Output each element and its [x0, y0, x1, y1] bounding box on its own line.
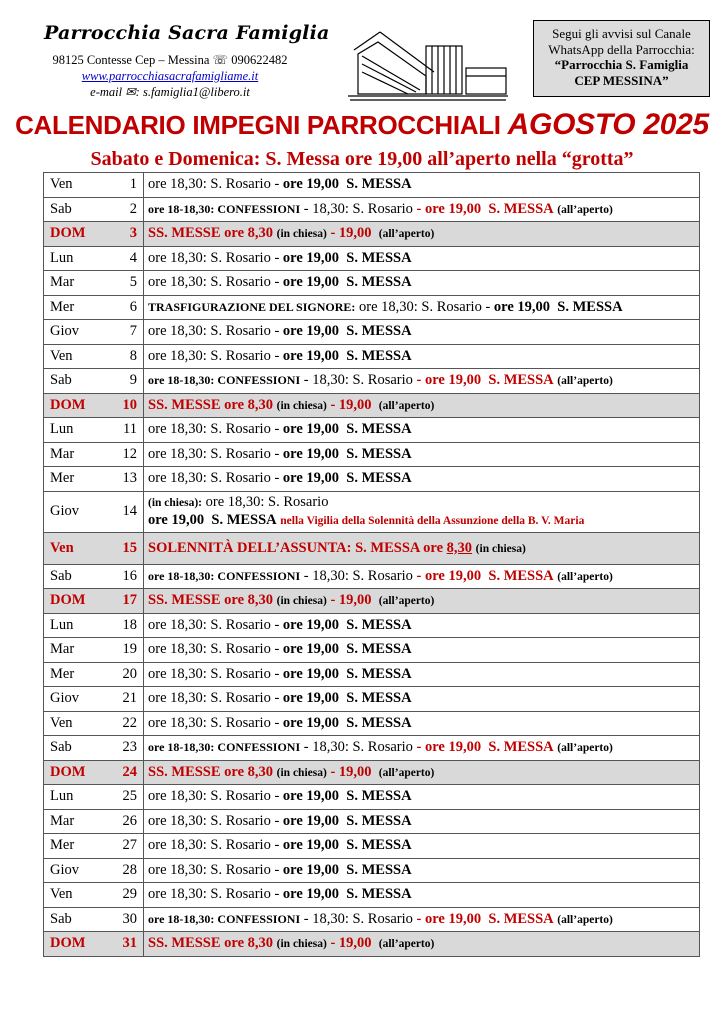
calendar-row [44, 271, 700, 296]
rosary-time: ore 18,30: S. Rosario - [148, 837, 280, 854]
mass-label: S. MESSA [488, 739, 554, 756]
date-cell: 14 [106, 491, 144, 532]
mass-label: S. MESSA [211, 511, 277, 528]
event-description [144, 173, 700, 198]
calendar-row [44, 736, 700, 761]
date-cell: 15 [106, 532, 144, 564]
weekday-cell: Mer [44, 834, 107, 859]
whatsapp-notice [533, 20, 710, 97]
date-cell: 10 [106, 393, 144, 418]
title-text: CALENDARIO IMPEGNI PARROCCHIALI [15, 110, 501, 140]
rosary-time: ore 18,30: S. Rosario - [148, 176, 280, 193]
weekday-cell: Mar [44, 638, 107, 663]
date-cell: 21 [106, 687, 144, 712]
mass-label: S. MESSA [346, 788, 412, 805]
rosary-time: ore 18,30: S. Rosario - [148, 323, 280, 340]
rosary-time: ore 18,30: S. Rosario - [148, 421, 280, 438]
mass-time: ore 19,00 [282, 812, 340, 829]
website-link[interactable]: www.parrocchiasacrafamigliame.it [81, 69, 259, 83]
weekday-cell: Lun [44, 418, 107, 443]
event-description [144, 883, 700, 908]
rosary-time: ore 18,30: S. Rosario - [148, 714, 280, 731]
rosary-time: ore 18,30: S. Rosario - [148, 470, 280, 487]
weekday-cell: Mer [44, 467, 107, 492]
in-church-note: (in chiesa) [475, 542, 526, 555]
sunday-masses: SS. MESSE ore 8,30 [148, 225, 274, 242]
weekday-cell: Mer [44, 295, 107, 320]
event-description [144, 442, 700, 467]
rosary-time: ore 18,30: S. Rosario - [359, 298, 491, 315]
weekday-cell: Giov [44, 320, 107, 345]
calendar-row [44, 197, 700, 222]
mass-label: S. MESSA [488, 910, 554, 927]
calendar-row [44, 222, 700, 247]
mass-label: S. MESSA [346, 837, 412, 854]
sunday-masses: SS. MESSE ore 8,30 [148, 396, 274, 413]
calendar-row [44, 662, 700, 687]
calendar-row [44, 589, 700, 614]
calendar-row [44, 834, 700, 859]
event-description [144, 711, 700, 736]
confessions-time: ore 18-18,30: CONFESSIONI [148, 911, 301, 926]
date-cell: 25 [106, 785, 144, 810]
mass-label: S. MESSA [346, 616, 412, 633]
mass-time: ore 19,00 [282, 886, 340, 903]
in-church-note: (in chiesa) [276, 228, 327, 241]
vigil-note: nella Vigilia della Solennità della Assunzione della B. V. Maria [280, 514, 585, 527]
sunday-evening-mass: - 19,00 [330, 763, 372, 780]
mass-time: ore 19,00 [425, 567, 482, 584]
date-cell: 26 [106, 809, 144, 834]
page-subtitle: Sabato e Domenica: S. Messa ore 19,00 all’aperto nella “grotta” [90, 148, 634, 170]
weekday-cell: DOM [44, 760, 107, 785]
mass-label: S. MESSA [557, 298, 623, 315]
phone-icon: ☏ [212, 53, 229, 67]
date-cell: 20 [106, 662, 144, 687]
rosary-time: ore 18,30: S. Rosario - [148, 690, 280, 707]
event-description [144, 589, 700, 614]
in-church-note: (in chiesa) [276, 399, 327, 412]
calendar-row [44, 418, 700, 443]
whatsapp-line-2: WhatsApp della Parrocchia: [548, 41, 695, 57]
weekday-cell: Giov [44, 858, 107, 883]
mass-label: S. MESSA [346, 690, 412, 707]
mass-time: ore 19,00 [493, 298, 551, 315]
sunday-masses: SS. MESSE ore 8,30 [148, 763, 274, 780]
rosary-time: ore 18,30: S. Rosario - [148, 861, 280, 878]
event-description [144, 393, 700, 418]
event-description [144, 662, 700, 687]
date-cell: 27 [106, 834, 144, 859]
parish-name: Parrocchia Sacra Famiglia [44, 22, 330, 44]
mass-label: S. MESSA [346, 249, 412, 266]
calendar-row [44, 295, 700, 320]
calendar-row [44, 613, 700, 638]
weekday-cell: DOM [44, 589, 107, 614]
mass-label: S. MESSA [346, 641, 412, 658]
dash: - [416, 200, 422, 217]
in-church-note: (in chiesa): [148, 496, 202, 509]
outdoor-note: (all’aperto) [378, 938, 435, 951]
mass-time: ore 19,00 [425, 739, 482, 756]
mass-time: ore 19,00 [282, 421, 340, 438]
phone: 090622482 [231, 53, 288, 67]
outdoor-note: (all’aperto) [378, 595, 435, 608]
calendar-row [44, 638, 700, 663]
mass-time: ore 19,00 [282, 274, 340, 291]
church-logo-icon [348, 24, 508, 102]
feast-mass-time: 8,30 [446, 539, 473, 556]
feast-name: TRASFIGURAZIONE DEL SIGNORE: [148, 299, 356, 314]
mass-time: ore 19,00 [282, 837, 340, 854]
mass-time: ore 19,00 [282, 445, 340, 462]
event-description [144, 532, 700, 564]
weekday-cell: Sab [44, 564, 107, 589]
mass-time: ore 19,00 [282, 665, 340, 682]
rosary-time: - 18,30: S. Rosario [303, 372, 413, 389]
whatsapp-channel-name: “Parrocchia S. Famiglia [554, 57, 689, 72]
event-description [144, 246, 700, 271]
event-description [144, 564, 700, 589]
weekday-cell: Sab [44, 736, 107, 761]
date-cell: 5 [106, 271, 144, 296]
rosary-time: ore 18,30: S. Rosario - [148, 665, 280, 682]
mass-time: ore 19,00 [425, 372, 482, 389]
outdoor-note: (all’aperto) [557, 913, 613, 926]
date-cell: 30 [106, 907, 144, 932]
rosary-time: ore 18,30: S. Rosario - [148, 616, 280, 633]
date-cell: 6 [106, 295, 144, 320]
weekday-cell: Ven [44, 173, 107, 198]
mass-time: ore 19,00 [282, 249, 340, 266]
date-cell: 17 [106, 589, 144, 614]
calendar-row [44, 687, 700, 712]
mass-time: ore 19,00 [425, 910, 482, 927]
weekday-cell: Sab [44, 197, 107, 222]
date-cell: 28 [106, 858, 144, 883]
event-description [144, 687, 700, 712]
date-cell: 24 [106, 760, 144, 785]
weekday-cell: Lun [44, 613, 107, 638]
weekday-cell: Sab [44, 369, 107, 394]
date-cell: 22 [106, 711, 144, 736]
calendar-row [44, 760, 700, 785]
mass-time: ore 19,00 [282, 641, 340, 658]
email-label: e-mail [90, 85, 123, 99]
in-church-note: (in chiesa) [276, 766, 327, 779]
event-description [144, 760, 700, 785]
rosary-time: - 18,30: S. Rosario [303, 910, 413, 927]
rosary-time: - 18,30: S. Rosario [303, 567, 413, 584]
mass-time: ore 19,00 [425, 200, 482, 217]
weekday-cell: Giov [44, 491, 107, 532]
mass-time: ore 19,00 [282, 616, 340, 633]
confessions-time: ore 18-18,30: CONFESSIONI [148, 740, 301, 755]
weekday-cell: Ven [44, 532, 107, 564]
weekday-cell: Ven [44, 883, 107, 908]
weekday-cell: Giov [44, 687, 107, 712]
mass-label: S. MESSA [346, 812, 412, 829]
outdoor-note: (all’aperto) [557, 375, 613, 388]
sunday-masses: SS. MESSE ore 8,30 [148, 592, 274, 609]
mass-label: S. MESSA [346, 274, 412, 291]
rosary-time: ore 18,30: S. Rosario - [148, 274, 280, 291]
mass-label: S. MESSA [346, 470, 412, 487]
mass-time: ore 19,00 [282, 861, 340, 878]
parish-address-block [44, 52, 296, 100]
event-description [144, 491, 700, 532]
mass-label: S. MESSA [346, 347, 412, 364]
mass-time: ore 19,00 [282, 347, 340, 364]
weekday-cell: Lun [44, 246, 107, 271]
mass-time: ore 19,00 [282, 788, 340, 805]
calendar-row [44, 393, 700, 418]
mass-label: S. MESSA [346, 665, 412, 682]
date-cell: 19 [106, 638, 144, 663]
date-cell: 31 [106, 932, 144, 957]
event-description [144, 344, 700, 369]
event-description [144, 467, 700, 492]
page-title [0, 108, 724, 142]
weekday-cell: Mar [44, 442, 107, 467]
calendar-row [44, 491, 700, 532]
mass-time: ore 19,00 [282, 690, 340, 707]
date-cell: 16 [106, 564, 144, 589]
event-description [144, 932, 700, 957]
whatsapp-channel-city: CEP MESSINA” [574, 72, 669, 88]
confessions-time: ore 18-18,30: CONFESSIONI [148, 373, 301, 388]
rosary-time: - 18,30: S. Rosario [303, 739, 413, 756]
outdoor-note: (all’aperto) [557, 570, 613, 583]
calendar-row [44, 532, 700, 564]
calendar-row [44, 344, 700, 369]
rosary-time: ore 18,30: S. Rosario - [148, 812, 280, 829]
rosary-time: ore 18,30: S. Rosario - [148, 641, 280, 658]
calendar-row [44, 883, 700, 908]
calendar-row [44, 246, 700, 271]
weekday-cell: Mer [44, 662, 107, 687]
calendar-row [44, 467, 700, 492]
mass-time: ore 19,00 [282, 714, 340, 731]
rosary-time: ore 18,30: S. Rosario - [148, 886, 280, 903]
confessions-time: ore 18-18,30: CONFESSIONI [148, 568, 301, 583]
event-description [144, 369, 700, 394]
rosary-time: ore 18,30: S. Rosario - [148, 788, 280, 805]
event-description [144, 295, 700, 320]
mass-label: S. MESSA [488, 372, 554, 389]
sunday-masses: SS. MESSE ore 8,30 [148, 935, 274, 952]
dash: - [416, 739, 422, 756]
email[interactable]: s.famiglia1@libero.it [142, 85, 250, 99]
outdoor-note: (all’aperto) [557, 203, 613, 216]
rosary-time: ore 18,30: S. Rosario - [148, 347, 280, 364]
dash: - [416, 910, 422, 927]
event-description [144, 222, 700, 247]
date-cell: 2 [106, 197, 144, 222]
event-description [144, 418, 700, 443]
weekday-cell: Mar [44, 809, 107, 834]
weekday-cell: DOM [44, 222, 107, 247]
mail-icon: ✉: [125, 85, 140, 99]
confessions-time: ore 18-18,30: CONFESSIONI [148, 201, 301, 216]
date-cell: 7 [106, 320, 144, 345]
mass-label: S. MESSA [346, 445, 412, 462]
date-cell: 12 [106, 442, 144, 467]
event-description [144, 197, 700, 222]
event-description [144, 907, 700, 932]
address: 98125 Contesse Cep – Messina [52, 53, 210, 67]
date-cell: 23 [106, 736, 144, 761]
mass-label: S. MESSA [346, 861, 412, 878]
mass-time: ore 19,00 [148, 511, 205, 528]
weekday-cell: DOM [44, 393, 107, 418]
rosary-time: ore 18,30: S. Rosario [205, 493, 329, 510]
dash: - [416, 372, 422, 389]
weekday-cell: Ven [44, 344, 107, 369]
weekday-cell: Mar [44, 271, 107, 296]
calendar-row [44, 785, 700, 810]
weekday-cell: DOM [44, 932, 107, 957]
date-cell: 29 [106, 883, 144, 908]
feast-name: SOLENNITÀ DELL’ASSUNTA: S. MESSA ore [148, 539, 444, 556]
calendar-row [44, 711, 700, 736]
event-description [144, 785, 700, 810]
mass-label: S. MESSA [488, 200, 554, 217]
calendar-row [44, 320, 700, 345]
sunday-evening-mass: - 19,00 [330, 935, 372, 952]
calendar-row [44, 809, 700, 834]
in-church-note: (in chiesa) [276, 595, 327, 608]
date-cell: 3 [106, 222, 144, 247]
calendar-row [44, 442, 700, 467]
weekday-cell: Ven [44, 711, 107, 736]
dash: - [416, 567, 422, 584]
event-description [144, 858, 700, 883]
outdoor-note: (all’aperto) [557, 742, 613, 755]
weekday-cell: Lun [44, 785, 107, 810]
date-cell: 13 [106, 467, 144, 492]
outdoor-note: (all’aperto) [378, 399, 435, 412]
mass-time: ore 19,00 [282, 176, 340, 193]
calendar-table [43, 172, 700, 957]
date-cell: 11 [106, 418, 144, 443]
mass-label: S. MESSA [346, 886, 412, 903]
calendar-row [44, 564, 700, 589]
date-cell: 18 [106, 613, 144, 638]
calendar-row [44, 173, 700, 198]
calendar-row [44, 369, 700, 394]
date-cell: 1 [106, 173, 144, 198]
mass-label: S. MESSA [346, 323, 412, 340]
outdoor-note: (all’aperto) [378, 228, 435, 241]
event-description [144, 736, 700, 761]
outdoor-note: (all’aperto) [378, 766, 435, 779]
sunday-evening-mass: - 19,00 [330, 396, 372, 413]
event-description [144, 809, 700, 834]
event-description [144, 834, 700, 859]
rosary-time: ore 18,30: S. Rosario - [148, 249, 280, 266]
mass-label: S. MESSA [346, 176, 412, 193]
calendar-row [44, 932, 700, 957]
rosary-time: ore 18,30: S. Rosario - [148, 445, 280, 462]
event-description [144, 613, 700, 638]
in-church-note: (in chiesa) [276, 938, 327, 951]
event-description [144, 638, 700, 663]
calendar-row [44, 907, 700, 932]
title-month: AGOSTO 2025 [507, 108, 709, 141]
mass-time: ore 19,00 [282, 323, 340, 340]
rosary-time: - 18,30: S. Rosario [303, 200, 413, 217]
calendar-row [44, 858, 700, 883]
sunday-evening-mass: - 19,00 [330, 225, 372, 242]
mass-label: S. MESSA [488, 567, 554, 584]
sunday-evening-mass: - 19,00 [330, 592, 372, 609]
date-cell: 8 [106, 344, 144, 369]
event-description [144, 271, 700, 296]
whatsapp-line-1: Segui gli avvisi sul Canale [552, 26, 691, 41]
mass-time: ore 19,00 [282, 470, 340, 487]
weekday-cell: Sab [44, 907, 107, 932]
event-description [144, 320, 700, 345]
date-cell: 9 [106, 369, 144, 394]
date-cell: 4 [106, 246, 144, 271]
mass-label: S. MESSA [346, 714, 412, 731]
mass-label: S. MESSA [346, 421, 412, 438]
